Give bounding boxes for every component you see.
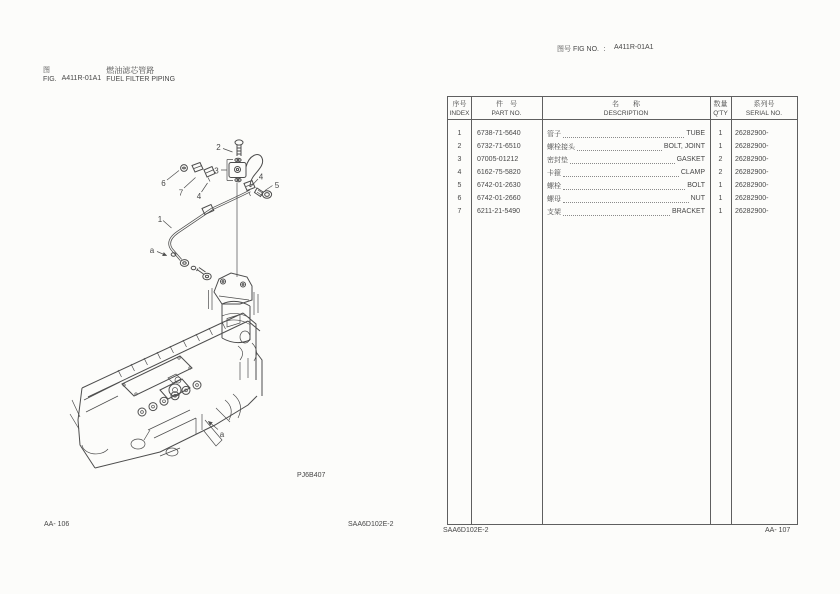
tube-part1 — [170, 188, 250, 260]
fig-no-separator: ： — [603, 46, 610, 53]
right-model-code: SAA6D102E-2 — [443, 527, 489, 534]
callout-numbers — [158, 143, 280, 224]
right-page-header — [557, 44, 654, 54]
figure-title-en: FUEL FILTER PIPING — [106, 76, 176, 83]
figure-title-cn: 燃油滤芯管路 — [106, 66, 155, 75]
left-page-number: AA- 106 — [44, 521, 70, 528]
bolt-part5 — [255, 188, 272, 198]
fig-label-en: FIG. — [43, 76, 57, 83]
fig-label-cn: 图 — [43, 67, 50, 74]
table-header — [448, 97, 797, 120]
header-part-no: 件 号 PART NO. — [491, 101, 522, 117]
drawing-number: PJ6B407 — [297, 472, 326, 479]
callout-2: 2 — [216, 143, 221, 152]
ref-label-a2: a — [219, 430, 225, 439]
column-divider — [731, 97, 732, 524]
callout-3: 3 — [214, 166, 219, 176]
header-serial-no: 系列号 SERIAL NO. — [745, 101, 783, 117]
column-divider — [542, 97, 543, 524]
column-divider — [710, 97, 711, 524]
fig-no-value: A411R-01A1 — [614, 44, 654, 51]
fig-number: A411R-01A1 — [61, 75, 102, 82]
table-row: 2 6732-71-6510 螺栓接头 BOLT, JOINT 1 26282900- — [457, 143, 769, 151]
header-index: 序号 INDEX — [449, 101, 470, 117]
engine-block — [70, 313, 262, 468]
nut-part6 — [181, 165, 188, 172]
left-model-code: SAA6D102E-2 — [348, 521, 394, 528]
clamp-part7 — [192, 163, 203, 173]
table-row: 5 6742-01-2630 螺栓 BOLT 1 26282900- — [457, 182, 769, 190]
table-row: 1 6738-71-5640 管子 TUBE 1 26282900- — [457, 130, 769, 138]
callout-4a: 4 — [196, 192, 202, 201]
callout-4b: 4 — [258, 172, 264, 182]
bolt-part2 — [235, 140, 243, 156]
table-row: 4 6162-75-5820 卡箍 CLAMP 2 26282900- — [457, 169, 769, 177]
parts-table — [447, 96, 798, 525]
callout-6: 6 — [161, 179, 166, 188]
table-row: 3 07005-01212 密封垫 GASKET 2 26282900- — [457, 156, 769, 164]
table-row: 7 6211-21-5490 支架 BRACKET 1 26282900- — [457, 208, 769, 216]
bolt-joint-part3 — [229, 155, 263, 187]
reference-arrows — [150, 246, 225, 439]
callout-5: 5 — [274, 181, 280, 190]
table-body — [448, 120, 797, 218]
table-row: 6 6742-01-2660 螺母 NUT 1 26282900- — [457, 195, 769, 203]
column-divider — [471, 97, 472, 524]
callout-1: 1 — [157, 215, 163, 224]
callout-7: 7 — [178, 188, 184, 198]
header-qty: 数量 Q'TY — [713, 101, 728, 117]
fig-no-label: 图号 FIG NO. — [557, 46, 599, 53]
right-page-number: AA- 107 — [765, 527, 791, 534]
header-description: 名 称 DESCRIPTION — [603, 101, 649, 117]
fuel-filter — [209, 273, 259, 343]
ref-label-a1: a — [149, 246, 155, 255]
